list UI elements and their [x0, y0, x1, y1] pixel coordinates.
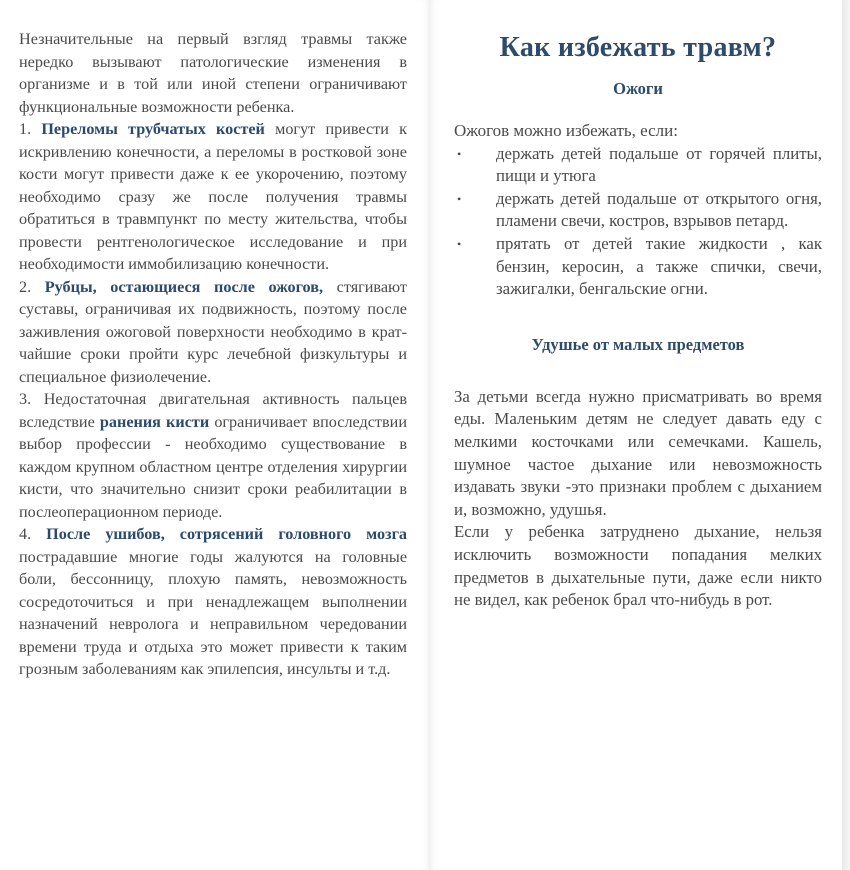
- list-item: [454, 188, 822, 233]
- page-edge: [842, 0, 850, 870]
- list-item: [454, 233, 822, 301]
- injury-item-1: [19, 118, 407, 276]
- left-column: [19, 28, 407, 681]
- item-highlight: Рубцы, остающиеся после ожогов,: [44, 277, 324, 296]
- bullet-icon: •: [457, 236, 462, 251]
- intro-paragraph: Незначительные на первый взгляд травмы также нередко вызывают патологические изменения в организме и в той или иной степени ограничивают функциональные возможности ребенка.: [19, 30, 407, 116]
- item-text: стягивают суставы, ограничивая их подвижность, поэтому после заживления ожоговой поверхности необходимо в кратчайшие сроки пройти курс лечебной физкультуры и специальное физиолечение.: [19, 277, 408, 386]
- injury-item-2: [19, 276, 407, 389]
- choking-paragraph-1: За детьми всегда нужно присматривать во время еды. Маленьким детям не следует давать еду с мелкими косточками или семечками. Кашель, шумное частое дыхание или невозможность издавать звуки -это признаки проблем с дыханием и, возможно, удушья.: [454, 386, 822, 519]
- injury-item-3: [19, 388, 407, 523]
- item-number: 4.: [19, 525, 47, 543]
- item-text: пострадавшие многие годы жалуются на головные боли, бессонницу, плохую память, невозможность сосредоточиться и при ненадлежащем выполнении назначений невролога и неправильном чередовании времени труда и отдыха это может привести к таким грозным заболеваниям как эпилепсия, инсульты и т.д.: [19, 547, 407, 678]
- choking-paragraph-2: Если у ребенка затруднено дыхание, нельзя исключить возможности попадания мелких предметов в дыхательные пути, даже если никто не видел, как ребенок брал что-нибудь в рот.: [454, 522, 822, 610]
- section-heading-burns: Ожоги: [613, 79, 663, 98]
- item-text: могут привести к искривлению конечности, а переломы в ростковой зоне кости могут привести даже к ее укорочению, поэтому необходимо сразу же после получения травмы обратиться в травмпункт по месту жительства, чтобы провести рентгенологическое исследование и при необходимости иммобилизацию конечности.: [19, 120, 407, 273]
- item-number: 3.: [19, 390, 44, 408]
- item-highlight: После ушибов, сотрясений головного мозга: [46, 525, 408, 543]
- bullet-icon: •: [457, 191, 462, 206]
- list-item-text: прятать от детей такие жидкости , как бензин, керосин, а также спички, свечи, зажигалки, бенгальские огни.: [496, 233, 822, 299]
- item-number: 2.: [19, 277, 45, 296]
- item-number: 1.: [19, 120, 42, 138]
- injury-item-4: [19, 523, 407, 681]
- right-column: [454, 30, 822, 612]
- item-text: ограничивает впоследствии выбор профессии - необходимо существование в каждом крупном областном центре отделения хирургии кисти, что значительно снизит сроки реабилитации в послеоперационном периоде.: [19, 412, 407, 521]
- list-item: [454, 143, 822, 188]
- list-item-text: держать детей подальше от горячей плиты, пищи и утюга: [496, 143, 822, 186]
- item-text-before: Недостаточная двигательная активность пальцев вследствие: [19, 390, 407, 431]
- section-heading-choking: Удушье от малых предметов: [531, 334, 745, 354]
- bullet-icon: •: [457, 146, 462, 161]
- burns-list: [454, 143, 822, 301]
- list-item-text: держать детей подальше от открытого огня, пламени свечи, костров, взрывов петард.: [496, 188, 822, 231]
- page-title: Как избежать травм?: [499, 32, 777, 63]
- burns-intro: Ожогов можно избежать, если:: [454, 121, 678, 140]
- item-highlight: ранения кисти: [99, 412, 210, 431]
- item-highlight: Переломы трубчатых костей: [41, 120, 265, 138]
